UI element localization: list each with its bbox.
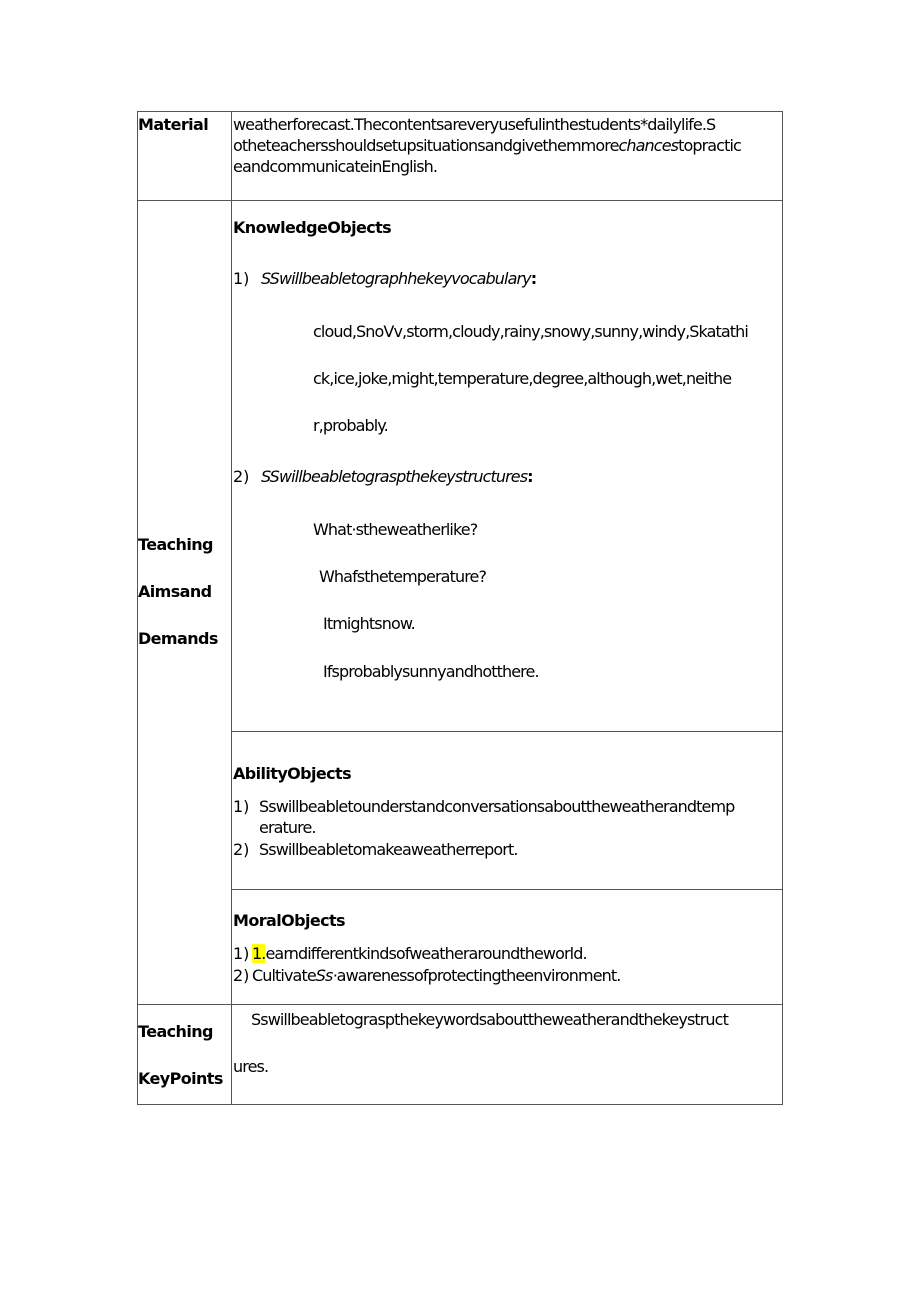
knowledge-item1-num: 1): [233, 269, 250, 288]
structure-2: Whafsthetemperature?: [319, 567, 487, 586]
moral-item2-text: CultivateSs·awarenessofprotectingtheenvironment.: [252, 966, 621, 985]
row-divider: [137, 1004, 783, 1005]
column-divider: [231, 111, 232, 1105]
material-line-3: eandcommunicateinEnglish.: [233, 157, 438, 176]
structure-1: What·stheweatherlike?: [313, 520, 478, 539]
moral-item2-num: 2): [233, 966, 250, 985]
aims-label-line-3: Demands: [138, 629, 218, 648]
lesson-plan-table: [137, 111, 783, 1105]
ability-heading: AbilityObjects: [233, 764, 352, 783]
keypoints-label-line-2: KeyPoints: [138, 1069, 223, 1088]
keypoints-line-1: Sswillbeabletograspthekeywordsabouttheweatherandthekeystruct: [251, 1010, 728, 1029]
ability-item2-text: Sswillbeabletomakeaweatherreport.: [259, 840, 518, 859]
ability-item1-line2: erature.: [259, 818, 316, 837]
section-divider: [231, 889, 783, 890]
material-label: Material: [138, 115, 209, 134]
material-line-1: weatherforecast.Thecontentsareveryusefulinthestudents*dailylife.S: [233, 115, 716, 134]
knowledge-item2-num: 2): [233, 467, 250, 486]
table-top-border: [137, 111, 783, 112]
table-right-border: [782, 111, 783, 1105]
ability-item1-num: 1): [233, 797, 250, 816]
moral-heading: MoralObjects: [233, 911, 345, 930]
table-bottom-border: [137, 1104, 783, 1105]
table-left-border: [137, 111, 138, 1105]
material-line-2: otheteachersshouldsetupsituationsandgivethemmorechancestopractic: [233, 136, 741, 155]
ability-item1-line1: Sswillbeabletounderstandconversationsabouttheweatherandtemp: [259, 797, 735, 816]
highlight-mark: 1.: [252, 944, 266, 963]
keypoints-line-2: ures.: [233, 1057, 269, 1076]
structure-4: Ifsprobablysunnyandhotthere.: [323, 662, 539, 681]
vocab-line-2: ck,ice,joke,might,temperature,degree,although,wet,neithe: [313, 369, 732, 388]
aims-label-line-2: Aimsand: [138, 582, 212, 601]
section-divider: [231, 731, 783, 732]
vocab-line-3: r,probably.: [313, 416, 388, 435]
moral-item1-text: 1.earndifferentkindsofweatheraroundtheworld.: [252, 944, 587, 963]
knowledge-item2-text: SSwillbeabletograspthekeystructures:: [261, 467, 533, 486]
keypoints-label-line-1: Teaching: [138, 1022, 213, 1041]
knowledge-heading: KnowledgeObjects: [233, 218, 392, 237]
ability-item2-num: 2): [233, 840, 250, 859]
moral-item1-num: 1): [233, 944, 250, 963]
aims-label-line-1: Teaching: [138, 535, 213, 554]
row-divider: [137, 200, 783, 201]
knowledge-item1-text: SSwillbeabletographhekeyvocabulary:: [261, 269, 537, 288]
structure-3: Itmightsnow.: [323, 614, 415, 633]
vocab-line-1: cloud,SnoVv,storm,cloudy,rainy,snowy,sunny,windy,Skatathi: [313, 322, 748, 341]
